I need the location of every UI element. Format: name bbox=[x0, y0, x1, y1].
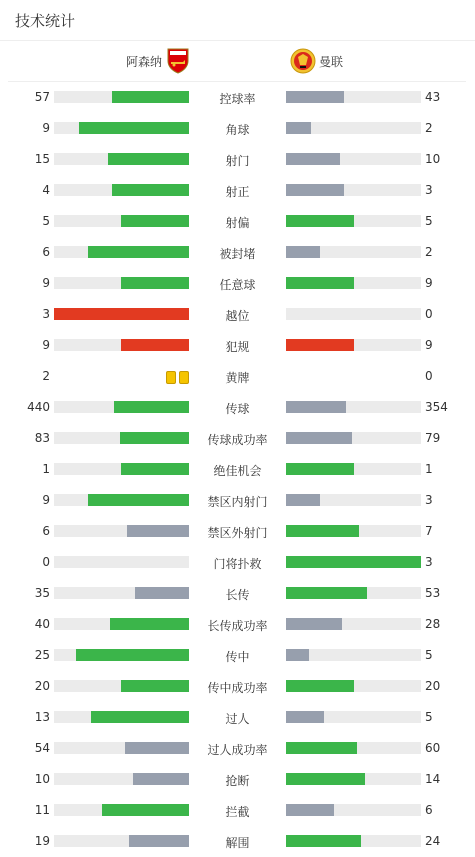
away-value: 5 bbox=[425, 214, 433, 228]
stat-row bbox=[0, 826, 475, 857]
home-team-name: 阿森纳 bbox=[125, 55, 162, 69]
home-bar bbox=[88, 494, 189, 506]
away-value: 53 bbox=[425, 586, 441, 600]
stat-row bbox=[0, 516, 475, 547]
stat-row bbox=[0, 423, 475, 454]
stat-row bbox=[0, 175, 475, 206]
home-value: 13 bbox=[34, 710, 50, 724]
stat-row bbox=[0, 609, 475, 640]
home-value: 3 bbox=[42, 307, 50, 321]
home-bar-track bbox=[54, 556, 189, 568]
home-value: 11 bbox=[34, 803, 50, 817]
home-bar-track bbox=[54, 215, 189, 227]
away-value: 6 bbox=[425, 803, 433, 817]
home-value: 0 bbox=[42, 555, 50, 569]
home-value: 5 bbox=[42, 214, 50, 228]
away-bar bbox=[286, 804, 334, 816]
away-value: 3 bbox=[425, 493, 433, 507]
home-value: 57 bbox=[34, 90, 50, 104]
home-bar bbox=[79, 122, 189, 134]
stat-row bbox=[0, 454, 475, 485]
home-bar-track bbox=[54, 742, 189, 754]
away-bar-track bbox=[286, 308, 421, 320]
away-value: 0 bbox=[425, 369, 433, 383]
home-bar-track bbox=[54, 835, 189, 847]
stat-label: 过人成功率 bbox=[207, 743, 268, 757]
away-bar-track bbox=[286, 215, 421, 227]
away-value: 2 bbox=[425, 121, 433, 135]
home-value: 9 bbox=[42, 121, 50, 135]
stat-label: 过人 bbox=[225, 712, 250, 726]
away-bar-track bbox=[286, 494, 421, 506]
stats-list bbox=[0, 82, 475, 857]
away-bar-track bbox=[286, 401, 421, 413]
home-value: 2 bbox=[42, 369, 50, 383]
stat-label: 长传 bbox=[225, 588, 250, 602]
away-value: 3 bbox=[425, 555, 433, 569]
home-value: 440 bbox=[27, 400, 50, 414]
away-bar-track bbox=[286, 835, 421, 847]
home-bar bbox=[121, 339, 189, 351]
away-bar bbox=[286, 711, 324, 723]
away-value: 60 bbox=[425, 741, 441, 755]
away-bar bbox=[286, 680, 354, 692]
away-value: 5 bbox=[425, 648, 433, 662]
away-value: 28 bbox=[425, 617, 441, 631]
stat-label: 传中成功率 bbox=[207, 681, 268, 695]
stat-row bbox=[0, 764, 475, 795]
home-value: 15 bbox=[34, 152, 50, 166]
yellow-card-icon bbox=[166, 371, 176, 384]
away-value: 2 bbox=[425, 245, 433, 259]
away-bar bbox=[286, 122, 311, 134]
home-value: 9 bbox=[42, 493, 50, 507]
away-value: 3 bbox=[425, 183, 433, 197]
home-bar bbox=[108, 153, 189, 165]
away-bar-track bbox=[286, 525, 421, 537]
home-value: 6 bbox=[42, 524, 50, 538]
stat-label: 被封堵 bbox=[219, 247, 256, 261]
away-bar bbox=[286, 215, 354, 227]
home-bar-track bbox=[54, 649, 189, 661]
home-bar bbox=[135, 587, 189, 599]
away-bar bbox=[286, 153, 340, 165]
away-bar-track bbox=[286, 432, 421, 444]
stat-label: 禁区内射门 bbox=[207, 495, 268, 509]
away-bar-track bbox=[286, 618, 421, 630]
home-value: 1 bbox=[42, 462, 50, 476]
divider bbox=[0, 40, 475, 41]
stat-label: 控球率 bbox=[219, 92, 256, 106]
away-bar bbox=[286, 463, 354, 475]
away-bar-track bbox=[286, 804, 421, 816]
stat-row bbox=[0, 640, 475, 671]
away-bar-track bbox=[286, 246, 421, 258]
stat-row bbox=[0, 237, 475, 268]
away-bar bbox=[286, 587, 367, 599]
home-bar-track bbox=[54, 246, 189, 258]
away-bar-track bbox=[286, 680, 421, 692]
away-bar-track bbox=[286, 91, 421, 103]
away-bar bbox=[286, 494, 320, 506]
home-bar-track bbox=[54, 339, 189, 351]
stat-row bbox=[0, 733, 475, 764]
away-bar-track bbox=[286, 184, 421, 196]
away-bar bbox=[286, 618, 342, 630]
home-bar bbox=[127, 525, 189, 537]
away-bar-track bbox=[286, 742, 421, 754]
home-bar-track bbox=[54, 401, 189, 413]
away-bar bbox=[286, 835, 361, 847]
away-bar bbox=[286, 556, 421, 568]
home-bar-track bbox=[54, 587, 189, 599]
stat-row bbox=[0, 578, 475, 609]
stat-row bbox=[0, 82, 475, 113]
away-value: 10 bbox=[425, 152, 441, 166]
home-bar bbox=[112, 184, 189, 196]
home-bar-track bbox=[54, 432, 189, 444]
away-bar-track bbox=[286, 277, 421, 289]
away-value: 9 bbox=[425, 338, 433, 352]
home-bar bbox=[121, 463, 189, 475]
home-bar bbox=[121, 215, 189, 227]
home-bar bbox=[121, 277, 189, 289]
home-bar-track bbox=[54, 494, 189, 506]
home-bar bbox=[102, 804, 189, 816]
manutd-crest-icon bbox=[290, 48, 316, 74]
stat-label: 门将扑救 bbox=[213, 557, 262, 571]
away-value: 1 bbox=[425, 462, 433, 476]
home-bar-track bbox=[54, 277, 189, 289]
stat-label: 射正 bbox=[225, 185, 250, 199]
home-value: 83 bbox=[34, 431, 50, 445]
away-bar-track bbox=[286, 122, 421, 134]
stat-row bbox=[0, 206, 475, 237]
home-bar-track bbox=[54, 711, 189, 723]
stat-row bbox=[0, 268, 475, 299]
away-bar-track bbox=[286, 153, 421, 165]
stat-row bbox=[0, 671, 475, 702]
stat-label: 任意球 bbox=[219, 278, 256, 292]
home-bar bbox=[129, 835, 189, 847]
yellow-card-icon bbox=[179, 371, 189, 384]
home-bar bbox=[120, 432, 189, 444]
away-bar bbox=[286, 649, 309, 661]
stat-label: 角球 bbox=[225, 123, 250, 137]
away-bar bbox=[286, 525, 359, 537]
away-bar bbox=[286, 339, 354, 351]
away-value: 354 bbox=[425, 400, 448, 414]
stat-label: 绝佳机会 bbox=[213, 464, 262, 478]
stat-label: 犯规 bbox=[225, 340, 250, 354]
home-bar bbox=[112, 91, 189, 103]
stat-row bbox=[0, 702, 475, 733]
stat-label: 长传成功率 bbox=[207, 619, 268, 633]
away-bar-track bbox=[286, 773, 421, 785]
stat-row bbox=[0, 392, 475, 423]
home-bar-track bbox=[54, 804, 189, 816]
home-bar-track bbox=[54, 91, 189, 103]
away-team-name: 曼联 bbox=[319, 55, 344, 69]
home-bar-track bbox=[54, 122, 189, 134]
home-value: 25 bbox=[34, 648, 50, 662]
stat-row bbox=[0, 330, 475, 361]
home-value: 4 bbox=[42, 183, 50, 197]
home-bar-track bbox=[54, 773, 189, 785]
home-bar bbox=[91, 711, 189, 723]
away-bar-track bbox=[286, 463, 421, 475]
away-value: 5 bbox=[425, 710, 433, 724]
stat-label: 拦截 bbox=[225, 805, 250, 819]
stat-label: 禁区外射门 bbox=[207, 526, 268, 540]
home-value: 54 bbox=[34, 741, 50, 755]
home-bar-track bbox=[54, 680, 189, 692]
stat-label: 抢断 bbox=[225, 774, 250, 788]
home-bar bbox=[110, 618, 189, 630]
away-bar bbox=[286, 246, 320, 258]
away-bar bbox=[286, 742, 357, 754]
home-value: 10 bbox=[34, 772, 50, 786]
home-value: 40 bbox=[34, 617, 50, 631]
away-value: 14 bbox=[425, 772, 441, 786]
stat-label: 射偏 bbox=[225, 216, 250, 230]
stat-label: 传中 bbox=[225, 650, 250, 664]
section-title: 技术统计 bbox=[15, 12, 76, 30]
stat-label: 射门 bbox=[225, 154, 250, 168]
home-bar-track bbox=[54, 153, 189, 165]
home-bar bbox=[114, 401, 189, 413]
home-bar-track bbox=[54, 308, 189, 320]
stat-label: 解围 bbox=[225, 836, 250, 850]
home-bar bbox=[76, 649, 189, 661]
away-bar-track bbox=[286, 649, 421, 661]
away-value: 7 bbox=[425, 524, 433, 538]
home-value: 20 bbox=[34, 679, 50, 693]
home-bar bbox=[133, 773, 189, 785]
home-value: 19 bbox=[34, 834, 50, 848]
away-value: 43 bbox=[425, 90, 441, 104]
home-bar-track bbox=[54, 184, 189, 196]
away-bar-track bbox=[286, 556, 421, 568]
away-bar bbox=[286, 401, 346, 413]
away-bar-track bbox=[286, 339, 421, 351]
away-bar-track bbox=[286, 587, 421, 599]
stat-row bbox=[0, 113, 475, 144]
home-bar-track bbox=[54, 463, 189, 475]
home-bar-track bbox=[54, 525, 189, 537]
home-value: 9 bbox=[42, 338, 50, 352]
arsenal-crest-icon bbox=[167, 48, 189, 74]
away-bar bbox=[286, 184, 344, 196]
stat-label: 越位 bbox=[225, 309, 250, 323]
stat-row bbox=[0, 144, 475, 175]
home-bar bbox=[88, 246, 189, 258]
stat-row bbox=[0, 299, 475, 330]
away-bar bbox=[286, 277, 354, 289]
teams-header bbox=[0, 48, 475, 74]
stat-row bbox=[0, 361, 475, 392]
home-bar bbox=[121, 680, 189, 692]
stat-label: 传球 bbox=[225, 402, 250, 416]
away-value: 9 bbox=[425, 276, 433, 290]
away-bar bbox=[286, 91, 344, 103]
away-value: 20 bbox=[425, 679, 441, 693]
away-bar bbox=[286, 432, 352, 444]
home-value: 9 bbox=[42, 276, 50, 290]
stat-row bbox=[0, 795, 475, 826]
away-value: 24 bbox=[425, 834, 441, 848]
away-bar-track bbox=[286, 711, 421, 723]
home-yellow-cards bbox=[163, 369, 189, 383]
home-bar-track bbox=[54, 618, 189, 630]
stat-row bbox=[0, 547, 475, 578]
stat-label: 黄牌 bbox=[225, 371, 250, 385]
away-value: 0 bbox=[425, 307, 433, 321]
stat-label: 传球成功率 bbox=[207, 433, 268, 447]
home-value: 35 bbox=[34, 586, 50, 600]
home-bar bbox=[125, 742, 189, 754]
stat-row bbox=[0, 485, 475, 516]
home-bar bbox=[54, 308, 189, 320]
away-value: 79 bbox=[425, 431, 441, 445]
home-value: 6 bbox=[42, 245, 50, 259]
away-bar bbox=[286, 773, 365, 785]
